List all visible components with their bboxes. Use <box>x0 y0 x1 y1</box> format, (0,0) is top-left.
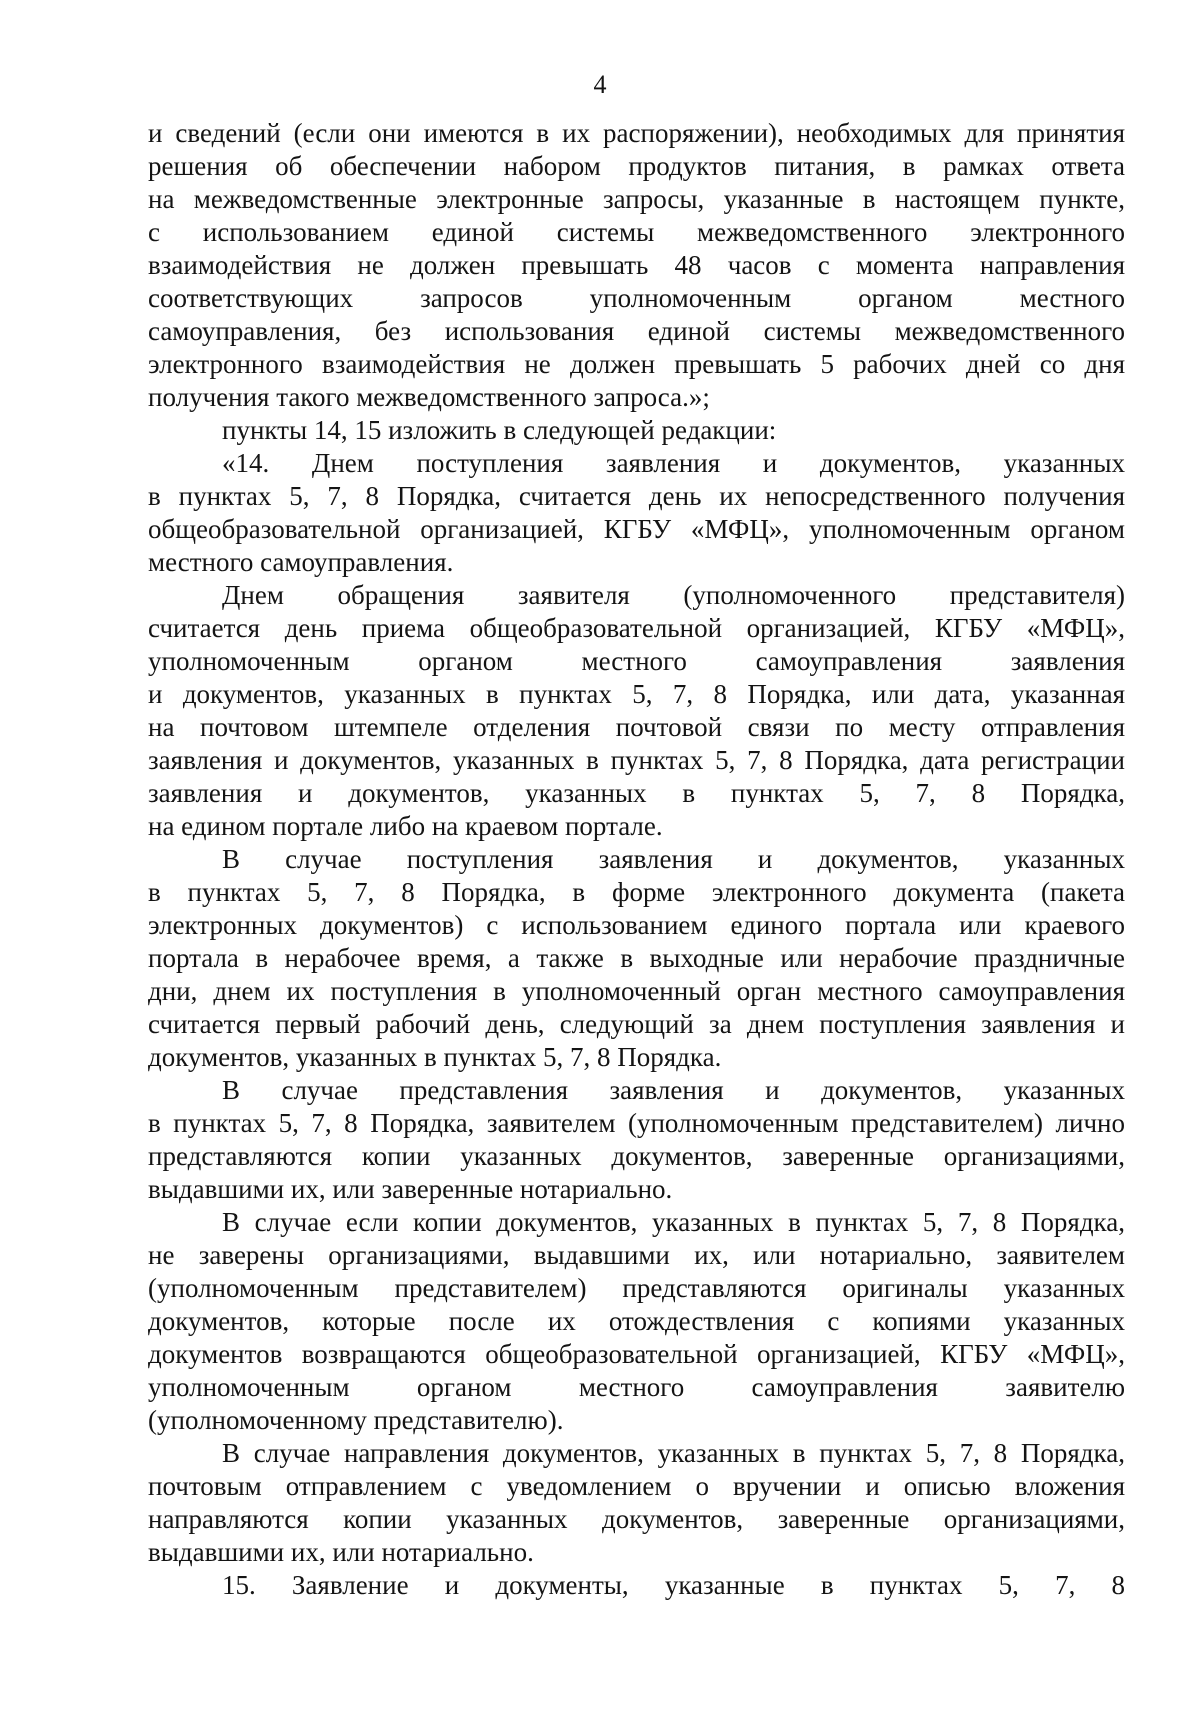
text-line: с использованием единой системы межведомственного электронного <box>148 217 1125 247</box>
paragraph <box>148 447 1125 579</box>
text-line: на едином портале либо на краевом портале. <box>148 811 663 841</box>
paragraph <box>148 414 1125 447</box>
text-line: дни, днем их поступления в уполномоченный орган местного самоуправления <box>148 976 1125 1006</box>
text-line: представляются копии указанных документов, заверенные организациями, <box>148 1141 1125 1171</box>
text-line: получения такого межведомственного запроса.»; <box>148 382 710 412</box>
text-line: самоуправления, без использования единой системы межведомственного <box>148 316 1125 346</box>
paragraph <box>148 1569 1125 1602</box>
text-line: направляются копии указанных документов, заверенные организациями, <box>148 1504 1125 1534</box>
paragraph <box>148 1437 1125 1569</box>
text-line: уполномоченным органом местного самоуправления заявителю <box>148 1372 1125 1402</box>
text-line: Днем обращения заявителя (уполномоченного представителя) <box>222 580 1125 610</box>
text-line: пункты 14, 15 изложить в следующей редакции: <box>222 415 777 445</box>
text-line: «14. Днем поступления заявления и документов, указанных <box>222 448 1125 478</box>
text-line: (уполномоченным представителем) представляются оригиналы указанных <box>148 1273 1125 1303</box>
text-line: решения об обеспечении набором продуктов питания, в рамках ответа <box>148 151 1125 181</box>
text-line: портала в нерабочее время, а также в выходные или нерабочие праздничные <box>148 943 1125 973</box>
text-line: считается день приема общеобразовательной организацией, КГБУ «МФЦ», <box>148 613 1125 643</box>
text-line: заявления и документов, указанных в пунктах 5, 7, 8 Порядка, дата регистрации <box>148 745 1125 775</box>
text-line: общеобразовательной организацией, КГБУ «МФЦ», уполномоченным органом <box>148 514 1125 544</box>
paragraph <box>148 1206 1125 1437</box>
text-line: соответствующих запросов уполномоченным органом местного <box>148 283 1125 313</box>
text-line: заявления и документов, указанных в пунктах 5, 7, 8 Порядка, <box>148 778 1125 808</box>
text-line: В случае поступления заявления и документов, указанных <box>222 844 1125 874</box>
text-line: электронного взаимодействия не должен превышать 5 рабочих дней со дня <box>148 349 1125 379</box>
text-line: считается первый рабочий день, следующий за днем поступления заявления и <box>148 1009 1125 1039</box>
text-line: (уполномоченному представителю). <box>148 1405 564 1435</box>
text-line: в пунктах 5, 7, 8 Порядка, заявителем (уполномоченным представителем) лично <box>148 1108 1125 1138</box>
text-line: в пунктах 5, 7, 8 Порядка, в форме электронного документа (пакета <box>148 877 1125 907</box>
text-line: на межведомственные электронные запросы, указанные в настоящем пункте, <box>148 184 1125 214</box>
text-line: на почтовом штемпеле отделения почтовой связи по месту отправления <box>148 712 1125 742</box>
text-line: 15. Заявление и документы, указанные в пунктах 5, 7, 8 <box>222 1570 1125 1600</box>
paragraph <box>148 1074 1125 1206</box>
text-line: документов, указанных в пунктах 5, 7, 8 Порядка. <box>148 1042 722 1072</box>
text-line: выдавшими их, или нотариально. <box>148 1537 534 1567</box>
text-line: и сведений (если они имеются в их распоряжении), необходимых для принятия <box>148 118 1125 148</box>
text-line: документов, которые после их отождествления с копиями указанных <box>148 1306 1125 1336</box>
text-line: и документов, указанных в пунктах 5, 7, 8 Порядка, или дата, указанная <box>148 679 1125 709</box>
text-line: почтовым отправлением с уведомлением о вручении и описью вложения <box>148 1471 1125 1501</box>
text-line: не заверены организациями, выдавшими их, или нотариально, заявителем <box>148 1240 1125 1270</box>
page-number: 4 <box>593 70 607 99</box>
text-line: взаимодействия не должен превышать 48 часов с момента направления <box>148 250 1125 280</box>
text-line: уполномоченным органом местного самоуправления заявления <box>148 646 1125 676</box>
document-body <box>148 117 1125 1602</box>
text-line: В случае направления документов, указанных в пунктах 5, 7, 8 Порядка, <box>222 1438 1125 1468</box>
text-line: выдавшими их, или заверенные нотариально. <box>148 1174 673 1204</box>
text-line: В случае представления заявления и документов, указанных <box>222 1075 1125 1105</box>
text-line: электронных документов) с использованием единого портала или краевого <box>148 910 1125 940</box>
paragraph <box>148 579 1125 843</box>
text-line: местного самоуправления. <box>148 547 454 577</box>
text-line: В случае если копии документов, указанных в пунктах 5, 7, 8 Порядка, <box>222 1207 1125 1237</box>
paragraph <box>148 843 1125 1074</box>
paragraph <box>148 117 1125 414</box>
text-line: документов возвращаются общеобразовательной организацией, КГБУ «МФЦ», <box>148 1339 1125 1369</box>
text-line: в пунктах 5, 7, 8 Порядка, считается день их непосредственного получения <box>148 481 1125 511</box>
